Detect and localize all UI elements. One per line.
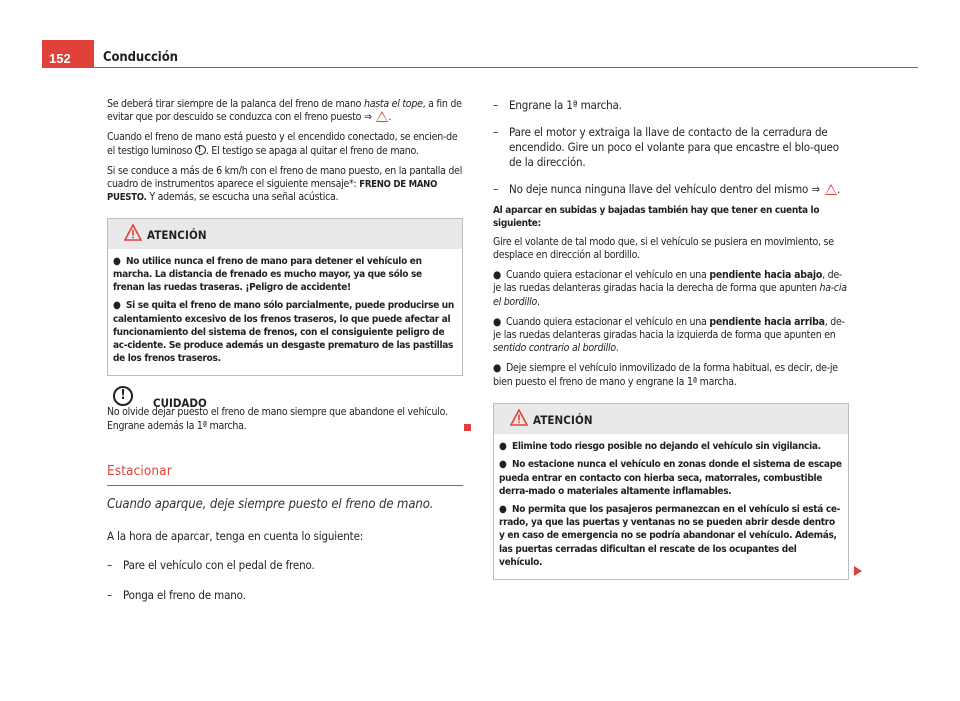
section-title-estacionar: Estacionar [107, 463, 172, 480]
warning-item: ● No estacione nunca el vehículo en zonas donde el sistema de escape pueda entrar en contacto con hierba seca, matorrales, combustible derra-mado o materiales altamente inflamables. [499, 459, 842, 497]
warning-item: ● No utilice nunca el freno de mano para detener el vehículo en marcha. La distancia de frenado es mucho mayor, ya que sólo se frenan las ruedas traseras. ¡Peligro de accidente! [113, 255, 422, 294]
caution-notice [107, 388, 463, 433]
bullet-uphill: ● Cuando quiera estacionar el vehículo en una pendiente hacia arriba, de-je las ruedas delanteras giradas hacia la izquierda de forma que apunten en sentido contrario al bordillo. [493, 315, 845, 355]
section-intro: A la hora de aparcar, tenga en cuenta lo siguiente: [107, 529, 364, 544]
warning-item: ● Si se quita el freno de mano sólo parcialmente, puede producirse un calentamiento excesivo de los frenos traseros, lo que puede afectar al funcionamiento del sistema de frenos, con el consiguiente peligro de ac-cidente. Se produce además un desgaste prematuro de las pastillas de los frenos traseros. [113, 300, 454, 365]
warning-title: ATENCIÓN [147, 227, 207, 242]
caution-text: No olvide dejar puesto el freno de mano siempre que abandone el vehículo. Engrane además la 1ª marcha. [107, 406, 448, 432]
warning-box-body [494, 434, 848, 579]
warning-title: ATENCIÓN [533, 413, 593, 428]
warning-triangle-icon [825, 184, 837, 195]
page-number: 152 [42, 40, 94, 68]
bullet-immobilize: ● Deje siempre el vehículo inmovilizado de la forma habitual, es decir, de-je bien puesto el freno de mano y engrane la 1ª marcha. [493, 362, 838, 388]
step-item: – No deje nunca ninguna llave del vehículo dentro del mismo ⇒ . [493, 182, 841, 196]
warning-box-handbrake [107, 218, 463, 377]
continue-arrow-icon [854, 566, 862, 576]
paragraph-speed-message: Si se conduce a más de 6 km/h con el freno de mano puesto, en la pantalla del cuadro de instrumentos aparece el siguiente mensaje*: FRENO DE MANO PUESTO. Y además, se escucha una señal acústica. [107, 164, 463, 204]
step-item: – Engrane la 1ª marcha. [493, 98, 622, 112]
step-item: – Pare el motor y extraiga la llave de contacto de la cerradura de encendido. Gire un poco el volante para que encastre el blo-queo de la dirección. [493, 125, 839, 169]
warning-item: ● No permita que los pasajeros permanezcan en el vehículo si está ce-rrado, ya que las puertas y ventanas no se pueden abrir desde dentro y en caso de emergencia no se podría abandonar el vehículo. Además, las puertas cerradas dificultan el rescate de los ocupantes del vehículo. [499, 503, 841, 568]
warning-item: ● Elimine todo riesgo posible no dejando el vehículo sin vigilancia. [499, 441, 821, 453]
warning-triangle-icon [376, 111, 388, 122]
caution-icon: ! [113, 386, 133, 406]
warning-box-parking [493, 403, 849, 580]
warning-triangle-icon [510, 409, 528, 426]
section-end-marker [464, 424, 471, 431]
step-item: – Pare el vehículo con el pedal de freno. [107, 558, 315, 573]
paragraph-warning-lamp: Cuando el freno de mano está puesto y el encendido conectado, se encien-de el testigo luminoso !. El testigo se apaga al quitar el freno de mano. [107, 131, 463, 158]
page-header-title: Conducción [103, 50, 178, 65]
warning-box-header [494, 404, 848, 434]
paragraph-handbrake-full: Se deberá tirar siempre de la palanca del freno de mano hasta el tope, a fin de evitar que por descuido se conduzca con el freno puesto ⇒ . [107, 98, 462, 124]
left-column [107, 98, 463, 603]
header-rule [42, 67, 918, 68]
step-item: – Ponga el freno de mano. [107, 588, 246, 603]
warning-box-header [108, 219, 462, 249]
paragraph-steering: Gire el volante de tal modo que, si el vehículo se pusiera en movimiento, se desplace en dirección al bordillo. [493, 235, 834, 261]
brake-warning-lamp-icon [195, 145, 206, 155]
right-column [493, 98, 849, 580]
section-lead: Cuando aparque, deje siempre puesto el freno de mano. [107, 497, 434, 513]
warning-triangle-icon [124, 224, 142, 241]
caution-title: CUIDADO [153, 396, 207, 411]
warning-box-body [108, 249, 462, 376]
section-rule [107, 485, 463, 486]
bullet-downhill: ● Cuando quiera estacionar el vehículo en una pendiente hacia abajo, de-je las ruedas delanteras giradas hacia la derecha de forma que apunten ha-cia el bordillo. [493, 268, 847, 308]
slope-subheading: Al aparcar en subidas y bajadas también hay que tener en cuenta lo siguiente: [493, 205, 820, 229]
